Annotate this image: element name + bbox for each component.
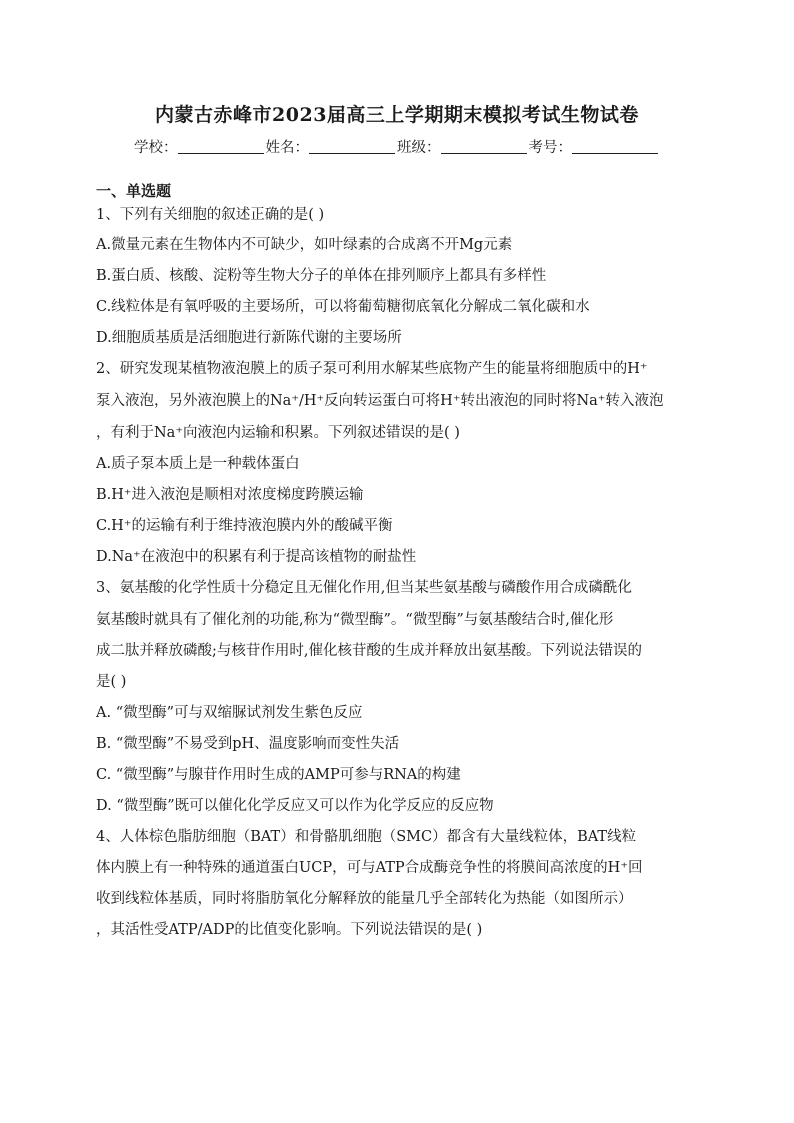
question-3-option-d: D. “微型酶”既可以催化化学反应又可以作为化学反应的反应物 [96,798,494,814]
question-3-option-a: A. “微型酶”可与双缩脲试剂发生紫色反应 [96,705,363,721]
question-3-stem-line-2: 氨基酸时就具有了催化剂的功能,称为“微型酶”。“微型酶”与氨基酸结合时,催化形 [96,612,614,628]
student-info-line [0,136,794,157]
question-3-option-b: B. “微型酶”不易受到pH、温度影响而变性失活 [96,736,400,752]
question-1-stem-line-1: 1、下列有关细胞的叙述正确的是( ) [96,207,325,223]
page-title: 内蒙古赤峰市2023届高三上学期期末模拟考试生物试卷 [155,104,639,126]
number-label: 考号： [528,140,572,156]
question-3-option-c: C. “微型酶”与腺苷作用时生成的AMP可参与RNA的构建 [96,767,461,783]
question-3-stem-line-1: 3、氨基酸的化学性质十分稳定且无催化作用,但当某些氨基酸与磷酸作用合成磷酰化 [96,580,632,596]
question-4-stem-line-2: 体内膜上有一种特殊的通道蛋白UCP，可与ATP合成酶竞争性的将膜间高浓度的H⁺回 [96,860,643,876]
question-2-option-d: D.Na⁺在液泡中的积累有利于提高该植物的耐盐性 [96,549,417,565]
question-2-option-c: C.H⁺的运输有利于维持液泡膜内外的酸碱平衡 [96,518,393,534]
name-field[interactable] [309,139,395,154]
question-1-option-a: A.微量元素在生物体内不可缺少，如叶绿素的合成离不开Mg元素 [96,237,513,253]
question-1-option-d: D.细胞质基质是活细胞进行新陈代谢的主要场所 [96,330,402,346]
section-heading: 一、单选题 [96,182,172,200]
question-2-stem-line-3: ，有利于Na⁺向液泡内运输和积累。下列叙述错误的是( ) [96,425,460,441]
class-label: 班级： [397,140,441,156]
class-field[interactable] [441,139,527,154]
question-2-stem-line-2: 泵入液泡，另外液泡膜上的Na⁺/H⁺反向转运蛋白可将H⁺转出液泡的同时将Na⁺转入液泡 [96,393,664,409]
question-2-option-a: A.质子泵本质上是一种载体蛋白 [96,456,300,472]
question-2-option-b: B.H⁺进入液泡是顺相对浓度梯度跨膜运输 [96,487,364,503]
question-2-stem-line-1: 2、研究发现某植物液泡膜上的质子泵可利用水解某些底物产生的能量将细胞质中的H⁺ [96,361,648,377]
school-field[interactable] [178,139,264,154]
question-4-stem-line-1: 4、人体棕色脂肪细胞（BAT）和骨骼肌细胞（SMC）都含有大量线粒体，BAT线粒 [96,829,637,845]
question-4-stem-line-4: ，其活性受ATP/ADP的比值变化影响。下列说法错误的是( ) [96,922,483,938]
name-label: 姓名： [265,140,309,156]
question-3-stem-line-3: 成二肽并释放磷酸;与核苷作用时,催化核苷酸的生成并释放出氨基酸。下列说法错误的 [96,643,642,659]
number-field[interactable] [572,139,658,154]
question-1-option-b: B.蛋白质、核酸、淀粉等生物大分子的单体在排列顺序上都具有多样性 [96,268,547,284]
question-3-stem-line-4: 是( ) [96,674,127,690]
question-1-option-c: C.线粒体是有氧呼吸的主要场所，可以将葡萄糖彻底氧化分解成二氧化碳和水 [96,299,590,315]
school-label: 学校： [134,140,178,156]
question-4-stem-line-3: 收到线粒体基质，同时将脂肪氧化分解释放的能量几乎全部转化为热能（如图所示） [96,891,633,907]
